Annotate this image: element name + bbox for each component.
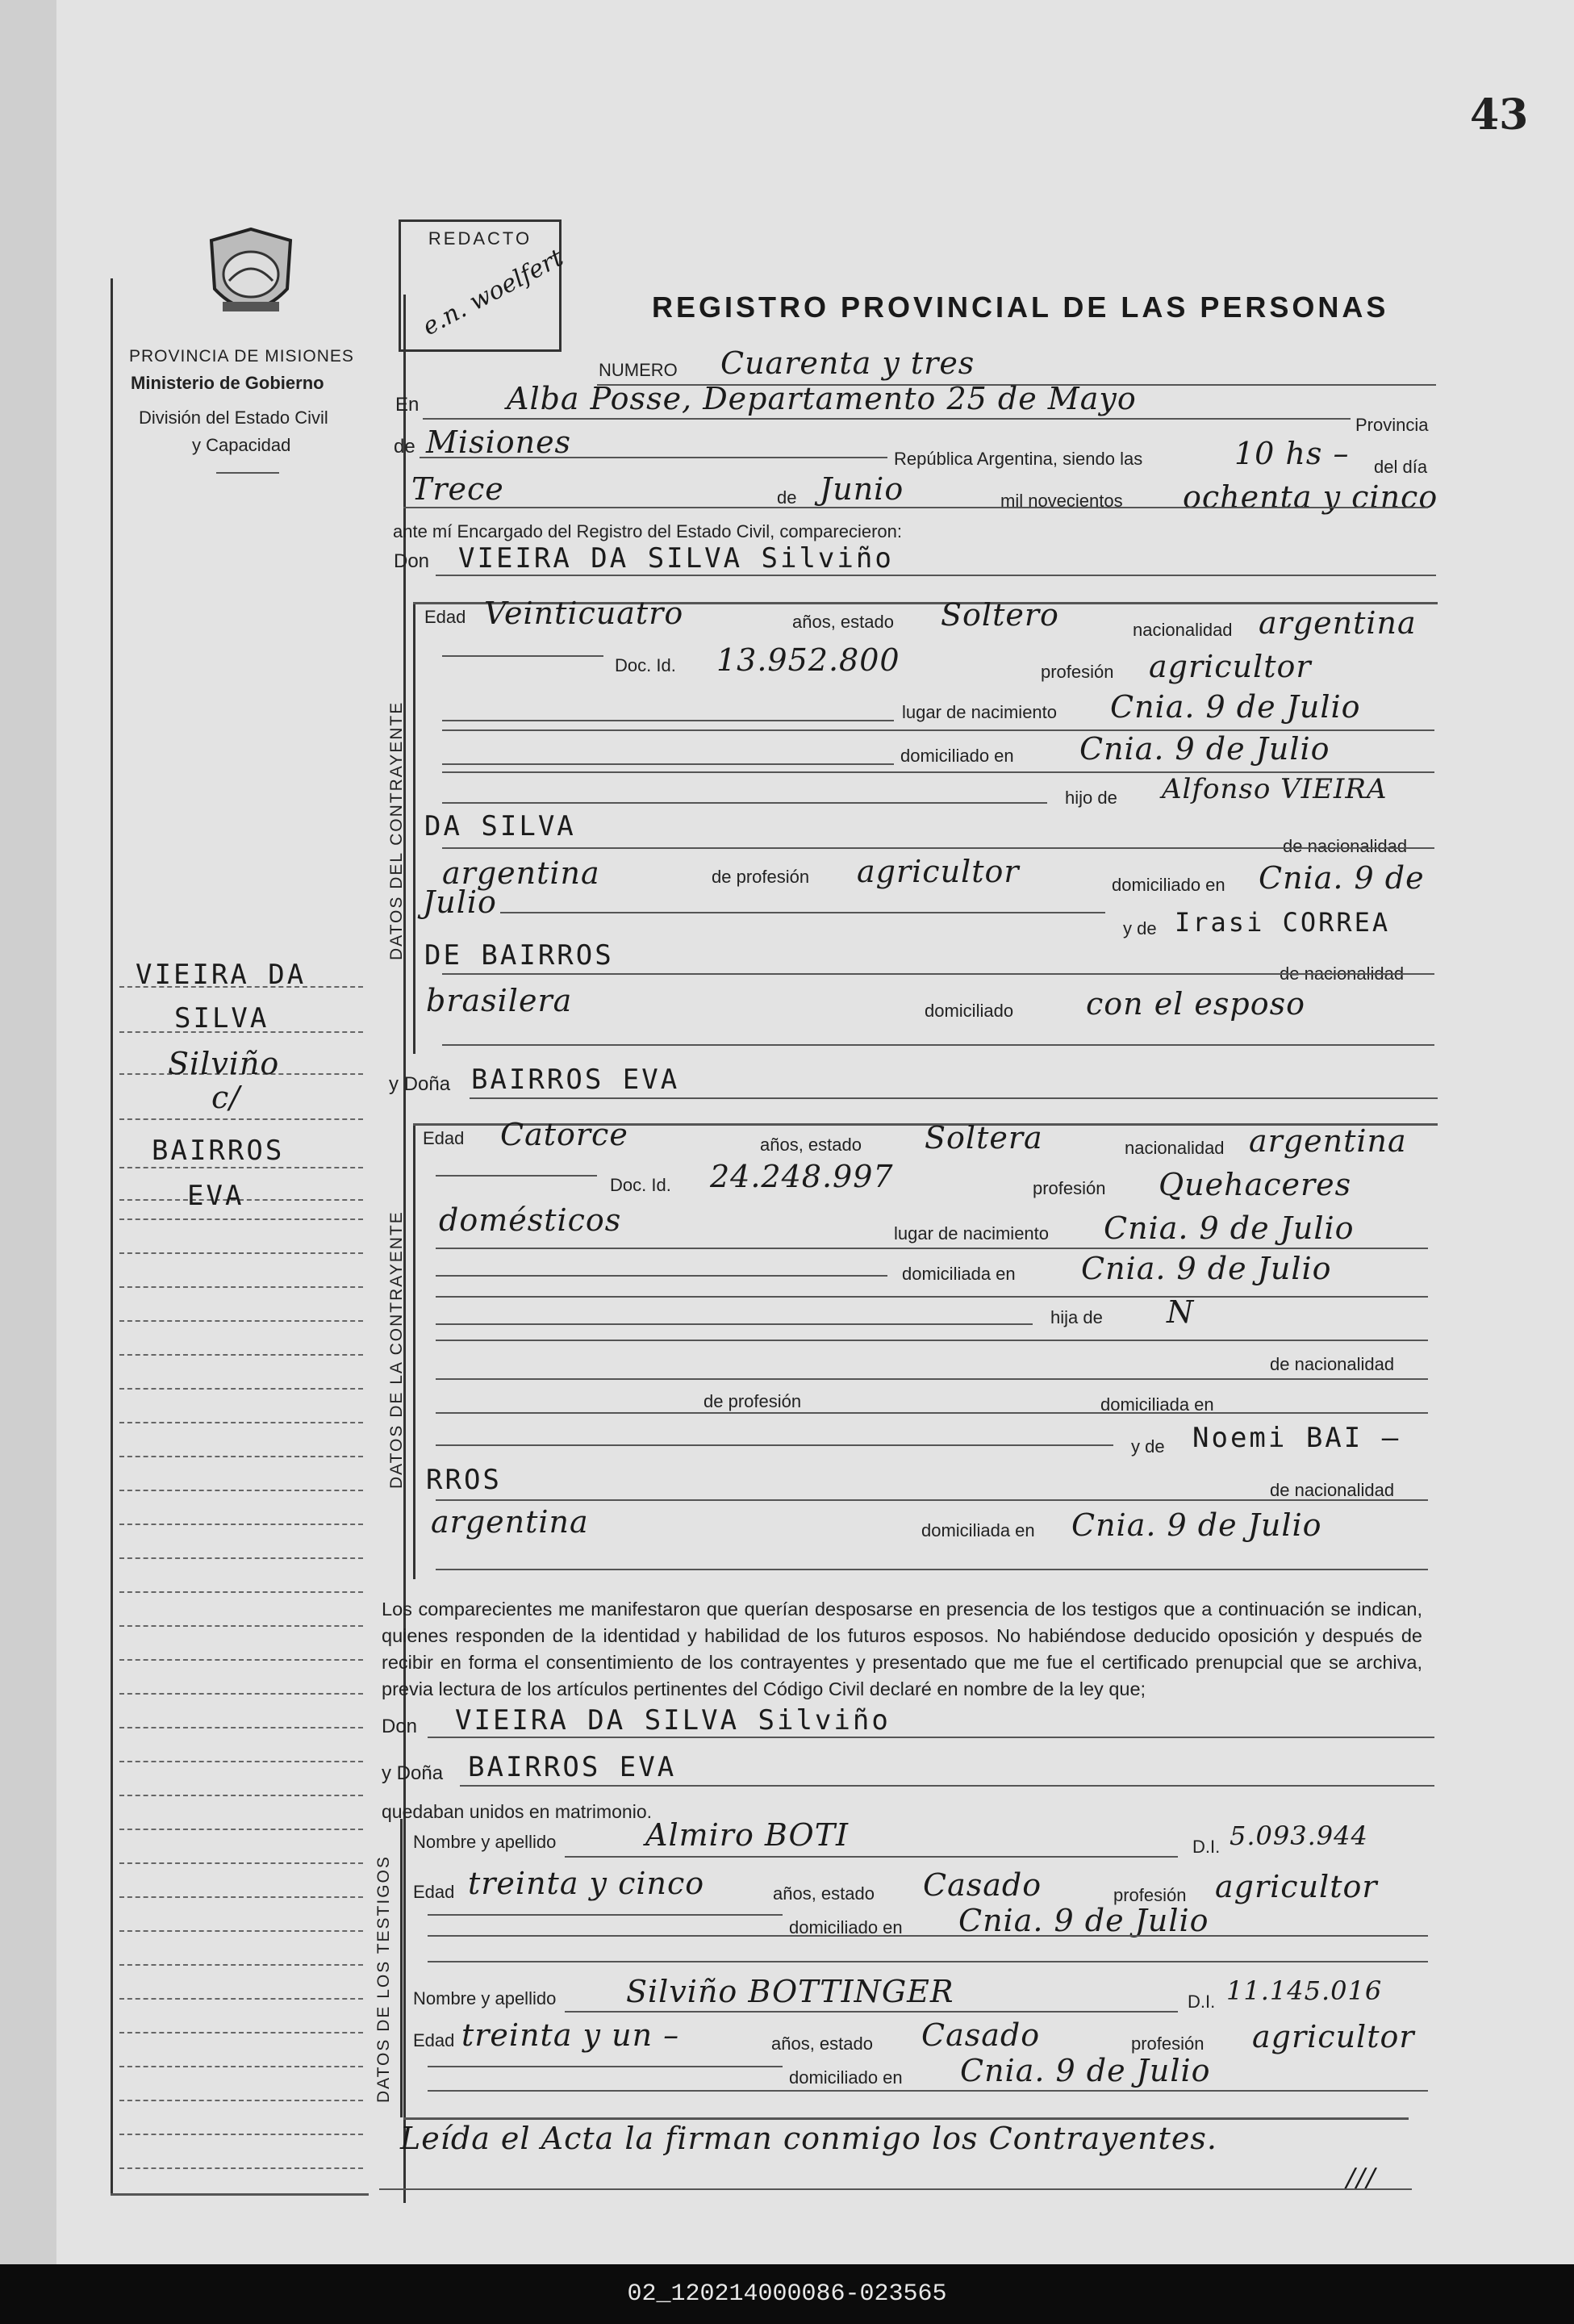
a-edad-value: Catorce (500, 1117, 628, 1152)
a-hija-line (436, 1340, 1428, 1341)
left-header-ministry: Ministerio de Gobierno (131, 373, 324, 393)
ante-label: ante mí Encargado del Registro del Estado Civil, comparecieron: (393, 521, 902, 541)
c-padre-prof-value: agricultor (857, 854, 1020, 889)
margin-ruled-line (119, 1422, 363, 1423)
a-doc-label: Doc. Id. (610, 1175, 671, 1195)
testigos-separator (428, 1961, 1428, 1962)
margin-ruled-line (119, 2100, 363, 2101)
dona-value: BAIRROS EVA (471, 1064, 680, 1096)
margin-note-line-4: c/ (211, 1080, 241, 1115)
c-lugar-label: lugar de nacimiento (902, 702, 1058, 722)
a-dom-pre-line (436, 1275, 887, 1277)
c-padre-nac-value: argentina (442, 855, 600, 891)
margin-ruled-line (119, 1964, 363, 1966)
contrayente-section-border (413, 602, 415, 1054)
c-padre-nac-label: de nacionalidad (1283, 836, 1408, 856)
a-madre-dom-label: domiciliada en (921, 1520, 1035, 1540)
a-madre-nac-value: argentina (431, 1504, 589, 1540)
t2-di-label: D.I. (1188, 1992, 1216, 2012)
en-line (423, 418, 1351, 420)
union-dona-line (460, 1785, 1434, 1787)
left-header-capacidad: y Capacidad (192, 435, 291, 455)
c-padre-dom1-value: Cnia. 9 de (1259, 860, 1425, 896)
provincia-label: Provincia (1355, 415, 1429, 435)
t2-domicilio-label: domiciliado en (789, 2067, 903, 2088)
margin-ruled-line (119, 1727, 363, 1728)
left-header-division: División del Estado Civil (139, 408, 328, 428)
c-padre2-line (442, 847, 1434, 849)
book-binding-edge (0, 0, 58, 2264)
margin-note-line-6: EVA (187, 1180, 244, 1212)
a-y-de-label: y de (1131, 1436, 1165, 1457)
closing-line (379, 2188, 1412, 2190)
c-madre2-value: DE BAIRROS (424, 939, 614, 972)
margin-note-line-3: Silviño (168, 1046, 280, 1081)
a-lugar-value: Cnia. 9 de Julio (1104, 1210, 1355, 1246)
c-madre1-value: Irasi CORREA (1175, 907, 1391, 938)
a-madre2-line (436, 1499, 1428, 1501)
a-madre-dom-value: Cnia. 9 de Julio (1071, 1507, 1322, 1543)
margin-note-line-5: BAIRROS (152, 1135, 285, 1167)
a-madre-nac-label: de nacionalidad (1270, 1480, 1395, 1500)
c-lugar-pre-line (442, 720, 894, 721)
c-hijo-pre-line (442, 802, 1047, 804)
t2-di-value: 11.145.016 (1226, 1975, 1383, 2006)
t2-edad-label: Edad (413, 2030, 455, 2050)
margin-ruled-line (119, 1896, 363, 1898)
margin-ruled-line (119, 2066, 363, 2067)
c-edad-value: Veinticuatro (484, 596, 684, 631)
a-domicilio-value: Cnia. 9 de Julio (1081, 1251, 1332, 1286)
a-pre-doc-line (436, 1175, 597, 1177)
testigos-bottom-border (403, 2117, 1409, 2120)
a-hija-pre-line (436, 1323, 1033, 1325)
mes-value: Junio (820, 471, 904, 507)
a-yde-pre-line (436, 1444, 1113, 1446)
image-caption: 02_120214000086-023565 (0, 2264, 1574, 2324)
c-pre-doc-line (442, 655, 603, 657)
margin-ruled-line (119, 1388, 363, 1390)
t1-end-line (428, 1935, 1428, 1937)
c-domicilio-label: domiciliado en (900, 746, 1014, 766)
t1-edad-label: Edad (413, 1882, 455, 1902)
c-doc-label: Doc. Id. (615, 655, 676, 675)
testigos-section-border (400, 1819, 403, 2117)
page-number: 43 (1470, 90, 1529, 140)
t2-estado-value: Casado (921, 2017, 1041, 2053)
c-yde-pre-line (500, 912, 1105, 913)
de-label: de (394, 436, 415, 458)
margin-ruled-line (119, 1591, 363, 1593)
margin-ruled-line (119, 1761, 363, 1762)
t2-nombre-line (565, 2011, 1178, 2013)
c-anios-estado-label: años, estado (792, 612, 894, 632)
don-label: Don (394, 550, 430, 572)
c-hijo-label: hijo de (1065, 788, 1117, 808)
contrayente-section-label: DATOS DEL CONTRAYENTE (387, 700, 406, 960)
margin-ruled-line (119, 2134, 363, 2135)
t2-domicilio-value: Cnia. 9 de Julio (960, 2053, 1211, 2088)
t1-profesion-value: agricultor (1215, 1869, 1378, 1904)
t2-dom-pre-line (428, 2066, 783, 2067)
redacto-stamp (399, 219, 569, 352)
document-title: REGISTRO PROVINCIAL DE LAS PERSONAS (652, 290, 1389, 324)
margin-column-line (111, 278, 113, 2195)
margin-ruled-line (119, 1829, 363, 1830)
anio-value: ochenta y cinco (1183, 479, 1438, 515)
margin-ruled-line (119, 1252, 363, 1254)
c-nacionalidad-value: argentina (1259, 605, 1417, 641)
c-padre2-value: DA SILVA (424, 810, 576, 842)
t1-estado-value: Casado (923, 1867, 1042, 1903)
a-anios-estado-label: años, estado (760, 1135, 862, 1155)
del-dia-label: del día (1374, 457, 1428, 477)
a-profesion-label: profesión (1033, 1178, 1106, 1198)
a-padre-dom-label: domiciliada en (1100, 1394, 1214, 1415)
c-domicilio-value: Cnia. 9 de Julio (1079, 731, 1330, 767)
de-line (420, 457, 887, 458)
c-end-line (442, 1044, 1434, 1046)
a-madre2-value: RROS (426, 1464, 502, 1496)
a-nacionalidad-label: nacionalidad (1125, 1138, 1225, 1158)
c-padre1-value: Alfonso VIEIRA (1162, 773, 1388, 805)
dia-value: Trece (411, 471, 504, 507)
margin-ruled-line (119, 1490, 363, 1491)
provincial-seal-logo (203, 224, 299, 331)
quedaban-text: quedaban unidos en matrimonio. (382, 1801, 653, 1822)
mil-label: mil novecientos (1000, 491, 1123, 511)
left-header-divider (216, 472, 279, 474)
contrayenta-section-border (413, 1123, 415, 1579)
c-doc-value: 13.952.800 (716, 642, 900, 678)
margin-ruled-line (119, 1659, 363, 1661)
a-padre-nac-label: de nacionalidad (1270, 1354, 1395, 1374)
c-madre-nac-label: de nacionalidad (1280, 963, 1405, 984)
margin-ruled-line (119, 1218, 363, 1220)
t2-nombre-value: Silviño BOTTINGER (626, 1974, 954, 2009)
t1-dom-pre-line (428, 1914, 783, 1916)
a-madre1-value: Noemi BAI – (1192, 1422, 1401, 1454)
stamp-signature: e.n. woelfert (418, 243, 569, 342)
fecha-line (403, 507, 1428, 508)
t1-domicilio-label: domiciliado en (789, 1917, 903, 1937)
margin-ruled-line (119, 1118, 363, 1120)
margin-note-line-1: VIEIRA DA (136, 959, 307, 991)
t2-nombre-label: Nombre y apellido (413, 1988, 557, 2008)
t1-nombre-value: Almiro BOTI (645, 1817, 850, 1853)
margin-ruled-line (119, 1930, 363, 1932)
de2-label: de (777, 487, 797, 508)
c-lugar-value: Cnia. 9 de Julio (1110, 689, 1361, 725)
margin-ruled-line (119, 1167, 363, 1168)
t1-di-label: D.I. (1192, 1837, 1221, 1857)
a-end-line (436, 1569, 1428, 1570)
c-madre-dom-value: con el esposo (1086, 986, 1306, 1022)
margin-ruled-line (119, 1693, 363, 1695)
testigos-section-label: DATOS DE LOS TESTIGOS (374, 1855, 393, 2103)
c-estado-value: Soltero (941, 597, 1059, 633)
margin-ruled-line (119, 1354, 363, 1356)
a-lugar-line (436, 1248, 1428, 1249)
margin-note-line-2: SILVA (174, 1002, 269, 1035)
c-madre-dom-label: domiciliado (925, 1001, 1014, 1021)
margin-ruled-line (119, 1320, 363, 1322)
c-madre-nac-value: brasilera (426, 983, 573, 1018)
union-don-line (428, 1737, 1434, 1738)
closing-mark: /// (1346, 2163, 1376, 2195)
c-profesion-label: profesión (1041, 662, 1114, 682)
dona-label: y Doña (389, 1073, 451, 1095)
left-header-province: PROVINCIA DE MISIONES (129, 347, 354, 366)
a-nacionalidad-value: argentina (1249, 1123, 1407, 1159)
union-dona-value: BAIRROS EVA (468, 1751, 677, 1783)
a-edad-label: Edad (423, 1128, 465, 1148)
stamp-title: REDACTO (428, 228, 532, 249)
a-padre-nac-line (436, 1378, 1428, 1380)
a-doc-value: 24.248.997 (710, 1159, 894, 1194)
margin-ruled-line (119, 1286, 363, 1288)
a-estado-value: Soltera (925, 1120, 1043, 1156)
t1-nombre-line (565, 1856, 1178, 1858)
margin-ruled-line (119, 1998, 363, 2000)
union-dona-label: y Doña (382, 1762, 444, 1784)
c-edad-label: Edad (424, 607, 466, 627)
c-dom-pre-line (442, 763, 894, 765)
margin-ruled-line (119, 1795, 363, 1796)
union-don-value: VIEIRA DA SILVA Silviño (455, 1704, 891, 1737)
t1-di-value: 5.093.944 (1230, 1820, 1368, 1851)
margin-bottom-border (111, 2193, 369, 2196)
dona-line (470, 1097, 1438, 1099)
contrayenta-section-label: DATOS DE LA CONTRAYENTE (387, 1210, 406, 1489)
margin-ruled-line (119, 2167, 363, 2169)
provincia-value: Misiones (426, 424, 572, 460)
t2-end-line (428, 2090, 1428, 2092)
t2-profesion-label: profesión (1131, 2034, 1205, 2054)
a-profesion1-value: Quehaceres (1159, 1167, 1352, 1202)
t2-profesion-value: agricultor (1252, 2019, 1415, 2054)
t1-edad-value: treinta y cinco (468, 1866, 705, 1901)
t1-profesion-label: profesión (1113, 1885, 1187, 1905)
don-value: VIEIRA DA SILVA Silviño (458, 542, 894, 575)
a-domicilio-label: domiciliada en (902, 1264, 1016, 1284)
a-padre-prof-line (436, 1412, 1428, 1414)
numero-value: Cuarenta y tres (720, 345, 975, 381)
margin-ruled-line (119, 1625, 363, 1627)
closing-statement: Leída el Acta la firman conmigo los Contrayentes. (400, 2121, 1217, 2156)
t1-domicilio-value: Cnia. 9 de Julio (958, 1903, 1209, 1938)
margin-ruled-line (119, 1456, 363, 1457)
margin-ruled-line (119, 1524, 363, 1525)
a-padre-value: N (1167, 1294, 1195, 1330)
c-padre-prof-label: de profesión (712, 867, 810, 887)
c-nacionalidad-label: nacionalidad (1133, 620, 1233, 640)
declaration-paragraph: Los comparecientes me manifestaron que querían desposarse en presencia de los testigos que a continuación se indican, quienes responden de la identidad y habilidad de los futuros esposos. No habiéndose deducido oposición y después de recibir en forma el consentimiento de los contrayentes y presentado que me fue el certificado prenupcial que se archiva, previa lectura de los artículos pertinentes del Código Civil declaré en nombre de la ley que; (382, 1599, 1422, 1699)
c-profesion-value: agricultor (1149, 649, 1312, 684)
en-label: En (395, 394, 420, 416)
numero-label: NUMERO (599, 360, 678, 380)
c-padre-dom2-value: Julio (423, 884, 497, 920)
republica-label: República Argentina, siendo las (894, 449, 1143, 469)
margin-ruled-line (119, 1862, 363, 1864)
a-lugar-label: lugar de nacimiento (894, 1223, 1050, 1244)
en-value: Alba Posse, Departamento 25 de Mayo (507, 381, 1137, 416)
c-padre-dom-label: domiciliado en (1112, 875, 1225, 895)
t2-edad-value: treinta y un – (461, 2017, 680, 2053)
margin-ruled-line (119, 2032, 363, 2034)
a-domicilio-line (436, 1296, 1428, 1298)
margin-ruled-line (119, 1557, 363, 1559)
hora-value: 10 hs – (1234, 436, 1350, 471)
t2-anios-estado-label: años, estado (771, 2034, 873, 2054)
t1-nombre-label: Nombre y apellido (413, 1832, 557, 1852)
c-madre2-line (442, 973, 1434, 975)
don-line (436, 575, 1436, 576)
a-hija-label: hija de (1050, 1307, 1103, 1327)
union-don-label: Don (382, 1716, 418, 1737)
c-y-de-label: y de (1123, 918, 1157, 938)
a-padre-prof-label: de profesión (703, 1391, 802, 1411)
t1-anios-estado-label: años, estado (773, 1883, 875, 1904)
a-profesion2-value: domésticos (439, 1202, 622, 1238)
